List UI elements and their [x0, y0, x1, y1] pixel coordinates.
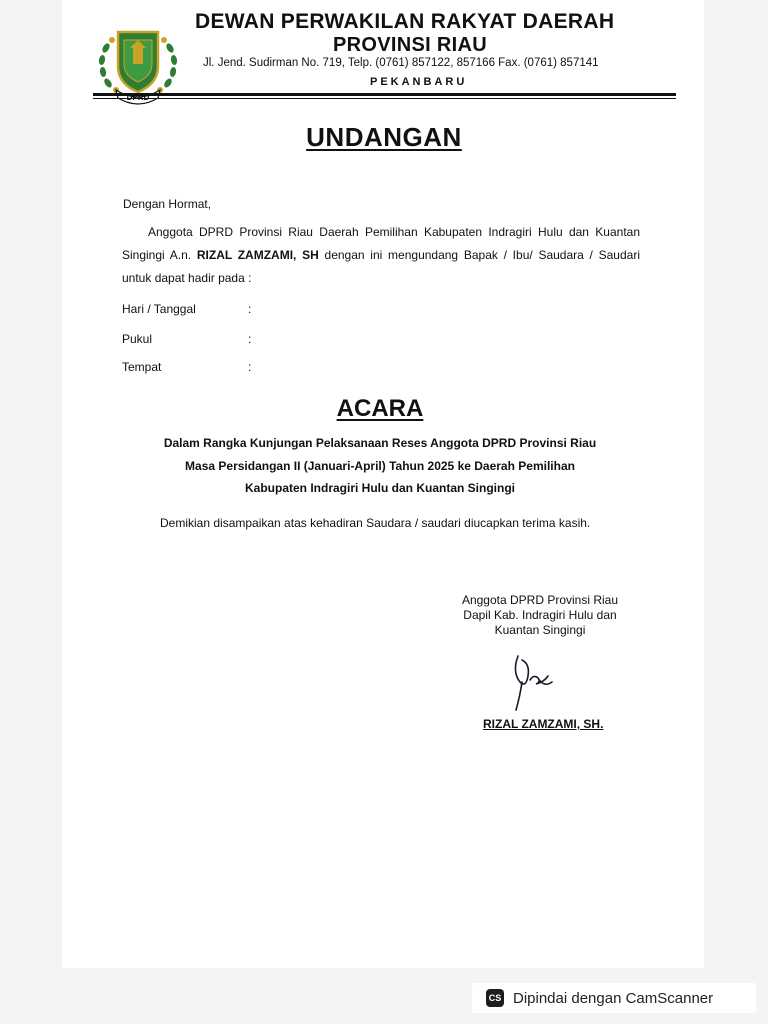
camscanner-badge	[472, 983, 756, 1013]
detail-separator: :	[248, 332, 252, 346]
detail-label: Tempat	[122, 360, 162, 374]
invitation-text-part1: Anggota DPRD Provinsi Riau Daerah Pemilihan Kabupaten Indragiri Hulu dan Kuantan Singingi A.n.	[122, 225, 640, 262]
salutation: Dengan Hormat,	[123, 197, 212, 211]
letterhead-divider-thin	[93, 98, 676, 99]
agenda-line: Dalam Rangka Kunjungan Pelaksanaan Reses Anggota DPRD Provinsi Riau	[163, 436, 597, 450]
inviter-name: RIZAL ZAMZAMI, SH	[196, 248, 319, 262]
detail-row-time	[122, 332, 251, 346]
organization-province: PROVINSI RIAU	[333, 34, 487, 56]
detail-row-date	[122, 302, 251, 316]
document-title-text: UNDANGAN	[306, 122, 462, 152]
camscanner-text: Dipindai dengan CamScanner	[513, 989, 714, 1007]
detail-separator: :	[248, 360, 252, 374]
signer-name: RIZAL ZAMZAMI, SH.	[483, 717, 604, 731]
camscanner-logo-icon: CS	[486, 989, 504, 1007]
agenda-heading-text: ACARA	[336, 395, 424, 422]
signature-title-line1: Anggota DPRD Provinsi Riau	[461, 593, 619, 607]
agenda-heading	[0, 395, 760, 423]
letterhead-divider	[93, 93, 676, 96]
organization-city: PEKANBARU	[370, 76, 468, 88]
agenda-line: Kabupaten Indragiri Hulu dan Kuantan Singingi	[245, 481, 515, 495]
detail-label: Pukul	[122, 332, 153, 346]
invitation-text-part2: dengan ini mengundang Bapak / Ibu/ Saudara / Saudari untuk dapat hadir pada :	[122, 248, 640, 285]
signature-title-line2: Dapil Kab. Indragiri Hulu dan	[463, 608, 617, 622]
invitation-paragraph	[122, 221, 640, 290]
signature-title-line3: Kuantan Singingi	[494, 623, 586, 637]
closing-text: Demikian disampaikan atas kehadiran Saudara / saudari diucapkan terima kasih.	[160, 516, 591, 530]
handwritten-signature-icon	[508, 652, 568, 714]
closing-paragraph	[110, 513, 650, 533]
agenda-line: Masa Persidangan II (Januari-April) Tahun 2025 ke Daerah Pemilihan	[185, 459, 575, 473]
organization-name: DEWAN PERWAKILAN RAKYAT DAERAH	[195, 10, 615, 33]
detail-label: Hari / Tanggal	[122, 302, 196, 316]
detail-separator: :	[248, 302, 252, 316]
document-title	[0, 122, 768, 153]
signature-block	[440, 593, 640, 638]
organization-address: Jl. Jend. Sudirman No. 719, Telp. (0761) 857122, 857166 Fax. (0761) 857141	[203, 57, 599, 69]
detail-row-place	[122, 360, 251, 374]
